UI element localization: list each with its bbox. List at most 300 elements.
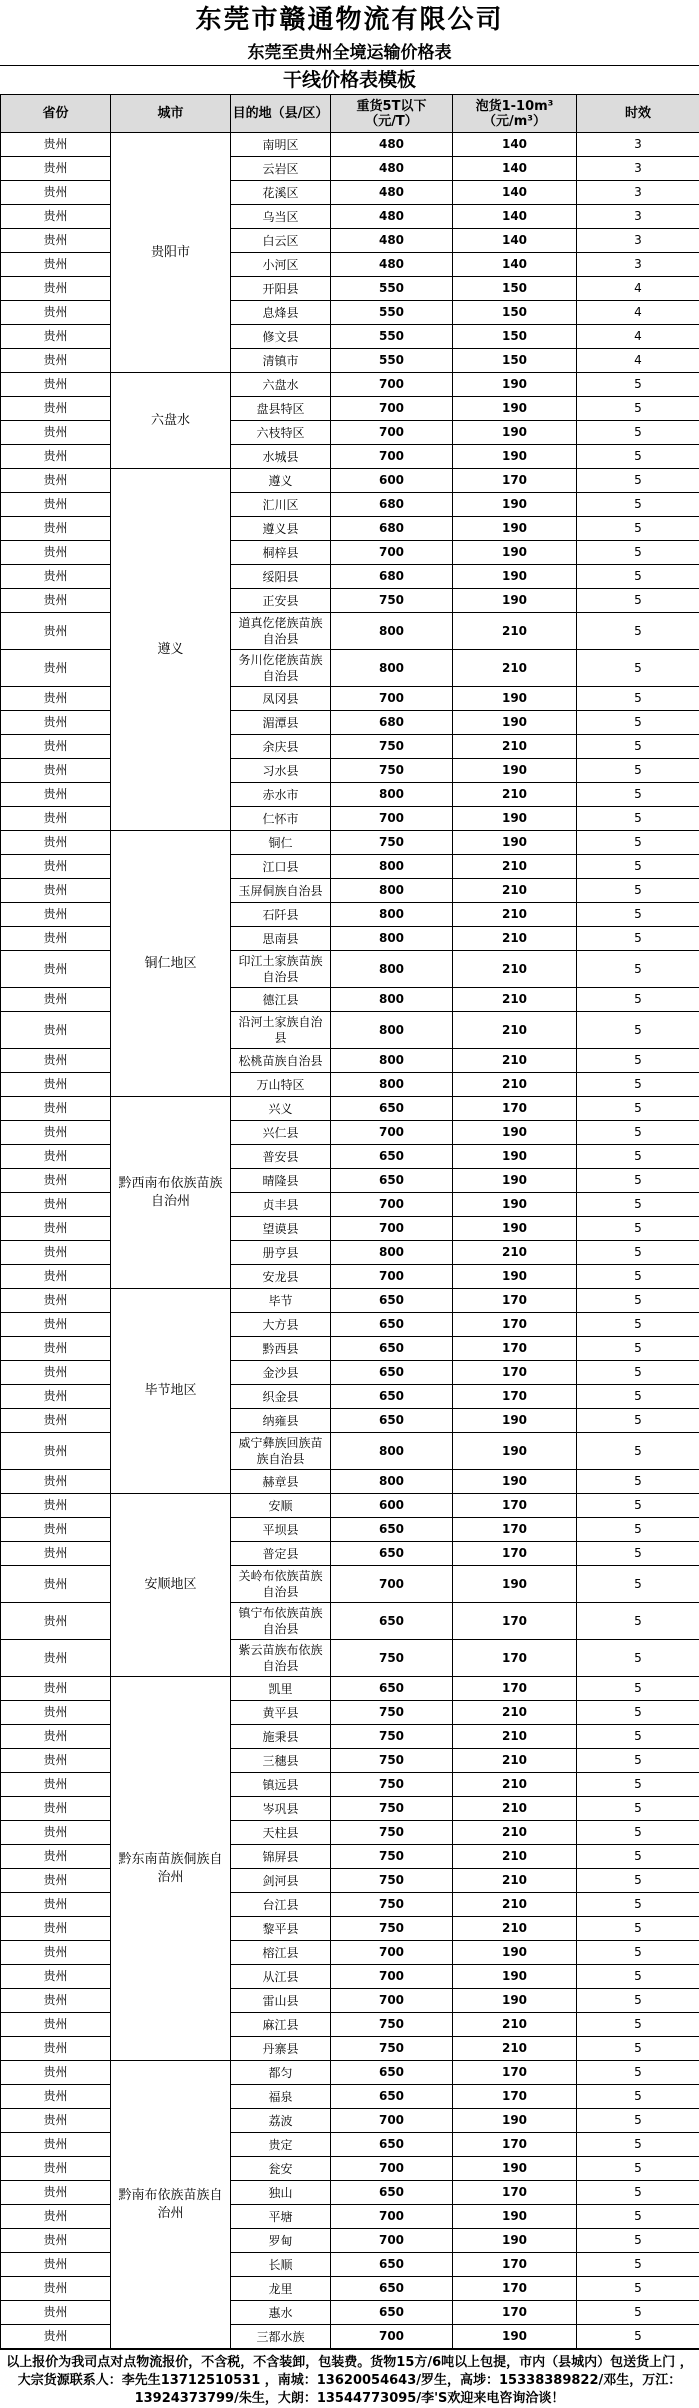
- table-row: [1, 1193, 699, 1217]
- lead-time-cell: 5: [577, 1542, 699, 1566]
- lead-time-cell: 5: [577, 1433, 699, 1470]
- table-row: [1, 613, 699, 650]
- city-cell: 安顺地区: [111, 1494, 231, 1677]
- heavy-price-cell: 650: [331, 1409, 453, 1433]
- lead-time-cell: 5: [577, 1265, 699, 1289]
- destination-cell: 黔西县: [231, 1337, 331, 1361]
- heavy-price-cell: 800: [331, 1241, 453, 1265]
- heavy-price-cell: 800: [331, 1433, 453, 1470]
- destination-cell: 瓮安: [231, 2157, 331, 2181]
- table-row: [1, 759, 699, 783]
- table-row: [1, 277, 699, 301]
- light-price-cell: 190: [453, 1566, 577, 1603]
- light-price-cell: 210: [453, 650, 577, 687]
- table-row: [1, 1409, 699, 1433]
- heavy-price-cell: 700: [331, 373, 453, 397]
- table-row: [1, 421, 699, 445]
- light-price-cell: 210: [453, 2037, 577, 2061]
- lead-time-cell: 3: [577, 181, 699, 205]
- price-table: [0, 94, 699, 2349]
- lead-time-cell: 5: [577, 1470, 699, 1494]
- heavy-price-cell: 650: [331, 2061, 453, 2085]
- table-row: [1, 1797, 699, 1821]
- destination-cell: 凯里: [231, 1677, 331, 1701]
- destination-cell: 汇川区: [231, 493, 331, 517]
- table-row: [1, 1494, 699, 1518]
- destination-cell: 织金县: [231, 1385, 331, 1409]
- destination-cell: 三穗县: [231, 1749, 331, 1773]
- province-cell: 贵州: [1, 783, 111, 807]
- heavy-price-cell: 480: [331, 157, 453, 181]
- destination-cell: 沿河土家族自治县: [231, 1012, 331, 1049]
- destination-cell: 南明区: [231, 133, 331, 157]
- table-row: [1, 1677, 699, 1701]
- destination-cell: 金沙县: [231, 1361, 331, 1385]
- lead-time-cell: 5: [577, 927, 699, 951]
- province-cell: 贵州: [1, 2253, 111, 2277]
- light-price-cell: 210: [453, 783, 577, 807]
- province-cell: 贵州: [1, 2325, 111, 2349]
- table-row: [1, 1313, 699, 1337]
- province-cell: 贵州: [1, 2013, 111, 2037]
- province-cell: 贵州: [1, 807, 111, 831]
- heavy-price-cell: 650: [331, 1603, 453, 1640]
- light-price-cell: 190: [453, 589, 577, 613]
- lead-time-cell: 5: [577, 1361, 699, 1385]
- company-title: 东莞市赣通物流有限公司: [0, 0, 699, 41]
- province-cell: 贵州: [1, 2061, 111, 2085]
- province-cell: 贵州: [1, 1893, 111, 1917]
- lead-time-cell: 5: [577, 2085, 699, 2109]
- table-row: [1, 517, 699, 541]
- document-subtitle: 东莞至贵州全境运输价格表: [0, 41, 699, 65]
- destination-cell: 威宁彝族回族苗族自治县: [231, 1433, 331, 1470]
- light-price-cell: 210: [453, 1725, 577, 1749]
- table-row: [1, 927, 699, 951]
- light-price-cell: 140: [453, 157, 577, 181]
- light-price-cell: 170: [453, 1289, 577, 1313]
- lead-time-cell: 5: [577, 855, 699, 879]
- lead-time-cell: 5: [577, 1917, 699, 1941]
- province-cell: 贵州: [1, 2085, 111, 2109]
- destination-cell: 晴隆县: [231, 1169, 331, 1193]
- light-price-cell: 170: [453, 1603, 577, 1640]
- province-cell: 贵州: [1, 1640, 111, 1677]
- province-cell: 贵州: [1, 1494, 111, 1518]
- lead-time-cell: 5: [577, 1677, 699, 1701]
- heavy-price-cell: 550: [331, 301, 453, 325]
- province-cell: 贵州: [1, 469, 111, 493]
- light-price-cell: 170: [453, 2061, 577, 2085]
- heavy-price-cell: 800: [331, 1049, 453, 1073]
- price-table-body: [1, 133, 699, 2349]
- lead-time-cell: 5: [577, 1603, 699, 1640]
- lead-time-cell: 5: [577, 1169, 699, 1193]
- lead-time-cell: 4: [577, 349, 699, 373]
- heavy-price-cell: 700: [331, 445, 453, 469]
- light-price-cell: 210: [453, 1049, 577, 1073]
- province-cell: 贵州: [1, 1869, 111, 1893]
- lead-time-cell: 5: [577, 2253, 699, 2277]
- table-row: [1, 397, 699, 421]
- table-row: [1, 1361, 699, 1385]
- table-row: [1, 133, 699, 157]
- destination-cell: 绥阳县: [231, 565, 331, 589]
- destination-cell: 天柱县: [231, 1821, 331, 1845]
- lead-time-cell: 5: [577, 1193, 699, 1217]
- table-row: [1, 783, 699, 807]
- destination-cell: 平塘: [231, 2205, 331, 2229]
- heavy-price-cell: 650: [331, 1145, 453, 1169]
- lead-time-cell: 5: [577, 1989, 699, 2013]
- city-cell: 黔南布依族苗族自治州: [111, 2061, 231, 2349]
- destination-cell: 花溪区: [231, 181, 331, 205]
- light-price-cell: 190: [453, 1965, 577, 1989]
- heavy-price-cell: 700: [331, 421, 453, 445]
- destination-cell: 黄平县: [231, 1701, 331, 1725]
- light-price-cell: 170: [453, 469, 577, 493]
- destination-cell: 黎平县: [231, 1917, 331, 1941]
- heavy-price-cell: 480: [331, 133, 453, 157]
- province-cell: 贵州: [1, 2109, 111, 2133]
- destination-cell: 罗甸: [231, 2229, 331, 2253]
- destination-cell: 关岭布依族苗族自治县: [231, 1566, 331, 1603]
- province-cell: 贵州: [1, 205, 111, 229]
- city-cell: 六盘水: [111, 373, 231, 469]
- lead-time-cell: 5: [577, 1941, 699, 1965]
- destination-cell: 盘县特区: [231, 397, 331, 421]
- heavy-price-cell: 750: [331, 1845, 453, 1869]
- lead-time-cell: 5: [577, 397, 699, 421]
- light-price-cell: 190: [453, 2157, 577, 2181]
- destination-cell: 思南县: [231, 927, 331, 951]
- table-row: [1, 1603, 699, 1640]
- province-cell: 贵州: [1, 735, 111, 759]
- destination-cell: 雷山县: [231, 1989, 331, 2013]
- lead-time-cell: 5: [577, 1893, 699, 1917]
- heavy-price-cell: 700: [331, 1965, 453, 1989]
- light-price-cell: 210: [453, 879, 577, 903]
- destination-cell: 安龙县: [231, 1265, 331, 1289]
- province-cell: 贵州: [1, 541, 111, 565]
- table-row: [1, 1470, 699, 1494]
- table-row: [1, 1012, 699, 1049]
- lead-time-cell: 5: [577, 783, 699, 807]
- lead-time-cell: 5: [577, 1337, 699, 1361]
- table-row: [1, 181, 699, 205]
- light-price-cell: 170: [453, 2181, 577, 2205]
- province-cell: 贵州: [1, 1145, 111, 1169]
- table-row: [1, 1773, 699, 1797]
- lead-time-cell: 4: [577, 325, 699, 349]
- heavy-price-cell: 800: [331, 1012, 453, 1049]
- destination-cell: 正安县: [231, 589, 331, 613]
- light-price-cell: 190: [453, 445, 577, 469]
- table-row: [1, 2253, 699, 2277]
- table-row: [1, 301, 699, 325]
- destination-cell: 榕江县: [231, 1941, 331, 1965]
- heavy-price-cell: 700: [331, 1193, 453, 1217]
- lead-time-cell: 5: [577, 2109, 699, 2133]
- heavy-price-cell: 480: [331, 205, 453, 229]
- destination-cell: 乌当区: [231, 205, 331, 229]
- lead-time-cell: 5: [577, 493, 699, 517]
- lead-time-cell: 5: [577, 1217, 699, 1241]
- destination-cell: 普安县: [231, 1145, 331, 1169]
- province-cell: 贵州: [1, 927, 111, 951]
- province-cell: 贵州: [1, 1217, 111, 1241]
- light-price-cell: 150: [453, 325, 577, 349]
- lead-time-cell: 5: [577, 565, 699, 589]
- heavy-price-cell: 750: [331, 1725, 453, 1749]
- table-row: [1, 2037, 699, 2061]
- lead-time-cell: 5: [577, 1640, 699, 1677]
- light-price-cell: 140: [453, 133, 577, 157]
- destination-cell: 望谟县: [231, 1217, 331, 1241]
- lead-time-cell: 5: [577, 879, 699, 903]
- destination-cell: 道真仡佬族苗族自治县: [231, 613, 331, 650]
- province-cell: 贵州: [1, 1193, 111, 1217]
- province-cell: 贵州: [1, 1470, 111, 1494]
- table-row: [1, 493, 699, 517]
- destination-cell: 遵义: [231, 469, 331, 493]
- lead-time-cell: 5: [577, 1409, 699, 1433]
- header-province: 省份: [1, 95, 111, 133]
- heavy-price-cell: 480: [331, 229, 453, 253]
- province-cell: 贵州: [1, 711, 111, 735]
- light-price-cell: 190: [453, 1941, 577, 1965]
- light-price-cell: 190: [453, 759, 577, 783]
- lead-time-cell: 5: [577, 1701, 699, 1725]
- destination-cell: 云岩区: [231, 157, 331, 181]
- province-cell: 贵州: [1, 1566, 111, 1603]
- heavy-price-cell: 700: [331, 1217, 453, 1241]
- table-row: [1, 445, 699, 469]
- heavy-price-cell: 480: [331, 253, 453, 277]
- province-cell: 贵州: [1, 1313, 111, 1337]
- light-price-cell: 210: [453, 927, 577, 951]
- destination-cell: 镇宁布依族苗族自治县: [231, 1603, 331, 1640]
- light-price-cell: 170: [453, 2133, 577, 2157]
- table-row: [1, 325, 699, 349]
- destination-cell: 独山: [231, 2181, 331, 2205]
- heavy-price-cell: 650: [331, 1289, 453, 1313]
- heavy-price-cell: 800: [331, 613, 453, 650]
- heavy-price-cell: 750: [331, 1701, 453, 1725]
- heavy-price-cell: 680: [331, 493, 453, 517]
- destination-cell: 桐梓县: [231, 541, 331, 565]
- province-cell: 贵州: [1, 397, 111, 421]
- heavy-price-cell: 650: [331, 1385, 453, 1409]
- destination-cell: 赫章县: [231, 1470, 331, 1494]
- light-price-cell: 170: [453, 1677, 577, 1701]
- table-row: [1, 1518, 699, 1542]
- province-cell: 贵州: [1, 1989, 111, 2013]
- destination-cell: 六盘水: [231, 373, 331, 397]
- lead-time-cell: 5: [577, 1313, 699, 1337]
- lead-time-cell: 5: [577, 2229, 699, 2253]
- table-row: [1, 1989, 699, 2013]
- header-light-price: 泡货1-10m³ （元/m³）: [453, 95, 577, 133]
- table-row: [1, 1385, 699, 1409]
- lead-time-cell: 5: [577, 903, 699, 927]
- table-row: [1, 903, 699, 927]
- heavy-price-cell: 800: [331, 879, 453, 903]
- province-cell: 贵州: [1, 565, 111, 589]
- table-row: [1, 349, 699, 373]
- lead-time-cell: 5: [577, 1121, 699, 1145]
- light-price-cell: 210: [453, 903, 577, 927]
- lead-time-cell: 5: [577, 687, 699, 711]
- heavy-price-cell: 650: [331, 2085, 453, 2109]
- table-row: [1, 1893, 699, 1917]
- light-price-cell: 190: [453, 831, 577, 855]
- heavy-price-cell: 700: [331, 2229, 453, 2253]
- heavy-price-cell: 650: [331, 2277, 453, 2301]
- heavy-price-cell: 750: [331, 1797, 453, 1821]
- heavy-price-cell: 750: [331, 1893, 453, 1917]
- heavy-price-cell: 680: [331, 565, 453, 589]
- lead-time-cell: 5: [577, 1566, 699, 1603]
- destination-cell: 印江土家族苗族自治县: [231, 951, 331, 988]
- lead-time-cell: 5: [577, 2133, 699, 2157]
- destination-cell: 锦屏县: [231, 1845, 331, 1869]
- lead-time-cell: 5: [577, 2205, 699, 2229]
- footer-note: 以上报价为我司点对点物流报价，不含税，不含装卸，包装费。货物15方/6吨以上包提，市内（县城内）包送货上门 ，大宗货源联系人：李先生13712510531 ，南城：13620054643/罗生，高埗：15338389822/邓生，万江：13924373799/朱生，大朗：13544773095/李'S欢迎来电咨询洽谈！: [0, 2349, 699, 2408]
- table-row: [1, 2085, 699, 2109]
- destination-cell: 大方县: [231, 1313, 331, 1337]
- table-row: [1, 1097, 699, 1121]
- destination-cell: 开阳县: [231, 277, 331, 301]
- heavy-price-cell: 650: [331, 1361, 453, 1385]
- province-cell: 贵州: [1, 301, 111, 325]
- province-cell: 贵州: [1, 1797, 111, 1821]
- heavy-price-cell: 800: [331, 783, 453, 807]
- light-price-cell: 210: [453, 1701, 577, 1725]
- heavy-price-cell: 700: [331, 541, 453, 565]
- table-row: [1, 1701, 699, 1725]
- province-cell: 贵州: [1, 1241, 111, 1265]
- province-cell: 贵州: [1, 157, 111, 181]
- table-row: [1, 1725, 699, 1749]
- destination-cell: 惠水: [231, 2301, 331, 2325]
- table-row: [1, 1869, 699, 1893]
- light-price-cell: 190: [453, 711, 577, 735]
- destination-cell: 贵定: [231, 2133, 331, 2157]
- destination-cell: 白云区: [231, 229, 331, 253]
- heavy-price-cell: 750: [331, 1917, 453, 1941]
- lead-time-cell: 5: [577, 1773, 699, 1797]
- light-price-cell: 210: [453, 855, 577, 879]
- heavy-price-cell: 700: [331, 397, 453, 421]
- light-price-cell: 140: [453, 181, 577, 205]
- destination-cell: 江口县: [231, 855, 331, 879]
- light-price-cell: 170: [453, 1518, 577, 1542]
- heavy-price-cell: 650: [331, 1677, 453, 1701]
- table-row: [1, 2229, 699, 2253]
- table-row: [1, 1845, 699, 1869]
- lead-time-cell: 5: [577, 1241, 699, 1265]
- province-cell: 贵州: [1, 445, 111, 469]
- province-cell: 贵州: [1, 1518, 111, 1542]
- lead-time-cell: 4: [577, 277, 699, 301]
- lead-time-cell: 5: [577, 1494, 699, 1518]
- province-cell: 贵州: [1, 517, 111, 541]
- table-row: [1, 1566, 699, 1603]
- light-price-cell: 190: [453, 565, 577, 589]
- light-price-cell: 190: [453, 1121, 577, 1145]
- table-row: [1, 469, 699, 493]
- destination-cell: 习水县: [231, 759, 331, 783]
- destination-cell: 岑巩县: [231, 1797, 331, 1821]
- heavy-price-cell: 550: [331, 277, 453, 301]
- lead-time-cell: 5: [577, 1869, 699, 1893]
- table-row: [1, 988, 699, 1012]
- destination-cell: 长顺: [231, 2253, 331, 2277]
- lead-time-cell: 5: [577, 2277, 699, 2301]
- light-price-cell: 210: [453, 1821, 577, 1845]
- light-price-cell: 190: [453, 2229, 577, 2253]
- lead-time-cell: 5: [577, 1797, 699, 1821]
- header-lead-time: 时效: [577, 95, 699, 133]
- destination-cell: 务川仡佬族苗族自治县: [231, 650, 331, 687]
- light-price-cell: 150: [453, 349, 577, 373]
- heavy-price-cell: 800: [331, 1073, 453, 1097]
- province-cell: 贵州: [1, 1773, 111, 1797]
- province-cell: 贵州: [1, 2157, 111, 2181]
- destination-cell: 六枝特区: [231, 421, 331, 445]
- table-row: [1, 541, 699, 565]
- heavy-price-cell: 650: [331, 1169, 453, 1193]
- table-row: [1, 565, 699, 589]
- destination-cell: 万山特区: [231, 1073, 331, 1097]
- lead-time-cell: 5: [577, 1012, 699, 1049]
- lead-time-cell: 5: [577, 1289, 699, 1313]
- light-price-cell: 190: [453, 397, 577, 421]
- light-price-cell: 170: [453, 2253, 577, 2277]
- destination-cell: 毕节: [231, 1289, 331, 1313]
- light-price-cell: 190: [453, 541, 577, 565]
- header-destination: 目的地（县/区）: [231, 95, 331, 133]
- light-price-cell: 210: [453, 1917, 577, 1941]
- lead-time-cell: 5: [577, 711, 699, 735]
- table-row: [1, 855, 699, 879]
- heavy-price-cell: 800: [331, 855, 453, 879]
- light-price-cell: 190: [453, 1193, 577, 1217]
- lead-time-cell: 5: [577, 951, 699, 988]
- light-price-cell: 210: [453, 735, 577, 759]
- table-row: [1, 2109, 699, 2133]
- table-row: [1, 1337, 699, 1361]
- light-price-cell: 210: [453, 951, 577, 988]
- heavy-price-cell: 480: [331, 181, 453, 205]
- province-cell: 贵州: [1, 1725, 111, 1749]
- table-row: [1, 1073, 699, 1097]
- heavy-price-cell: 650: [331, 2301, 453, 2325]
- destination-cell: 凤冈县: [231, 687, 331, 711]
- province-cell: 贵州: [1, 1749, 111, 1773]
- table-row: [1, 2277, 699, 2301]
- destination-cell: 龙里: [231, 2277, 331, 2301]
- destination-cell: 松桃苗族自治县: [231, 1049, 331, 1073]
- light-price-cell: 210: [453, 2013, 577, 2037]
- lead-time-cell: 5: [577, 1725, 699, 1749]
- heavy-price-cell: 700: [331, 687, 453, 711]
- light-price-cell: 190: [453, 421, 577, 445]
- province-cell: 贵州: [1, 1845, 111, 1869]
- province-cell: 贵州: [1, 1409, 111, 1433]
- table-row: [1, 1640, 699, 1677]
